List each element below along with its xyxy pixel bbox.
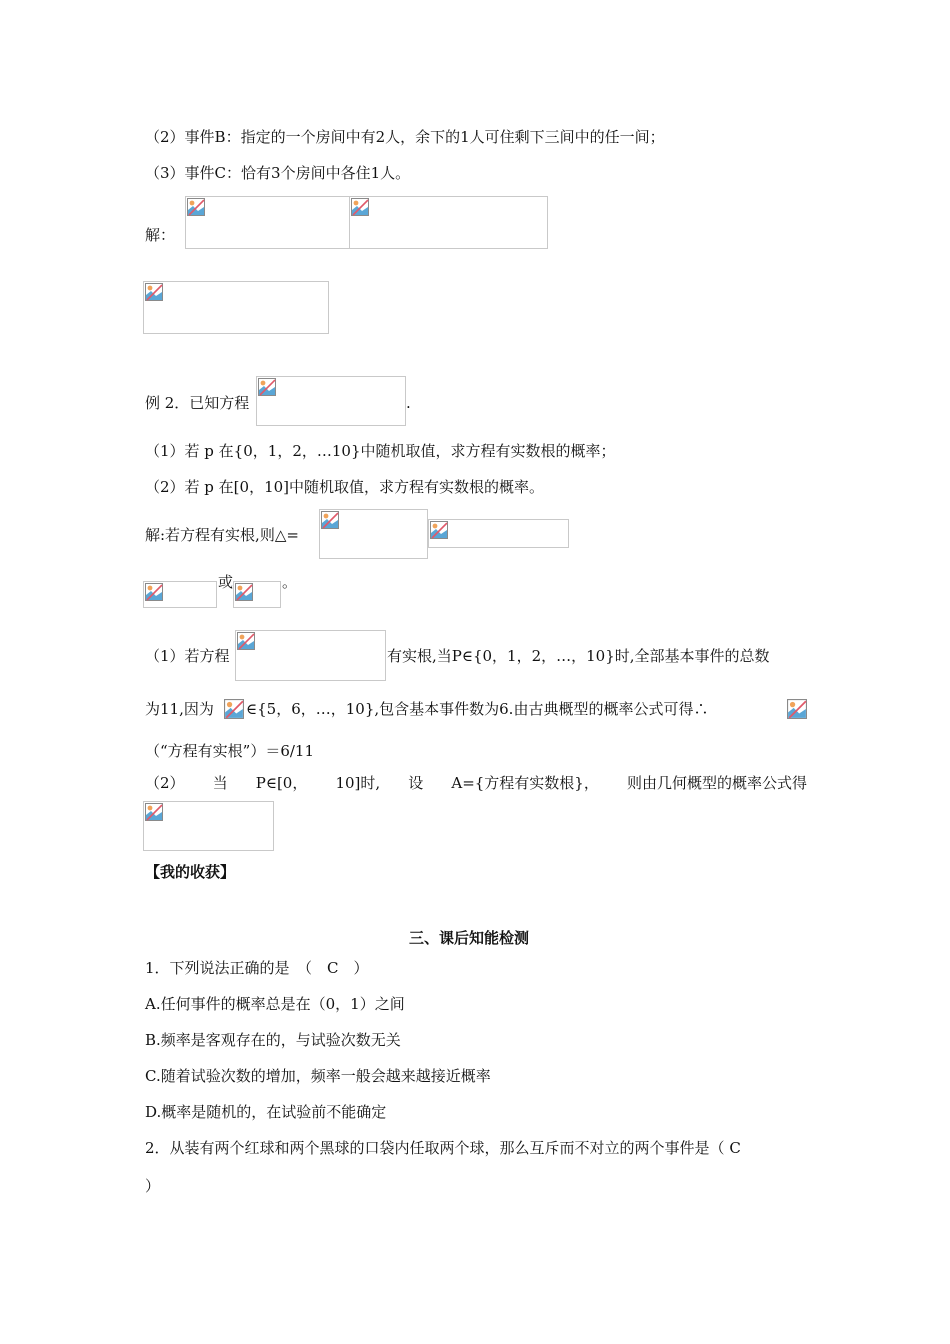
part-2-word: 当: [212, 774, 228, 792]
part-1-result: （“方程有实根”）＝6/11: [145, 742, 315, 760]
option-c: C.随着试验次数的增加，频率一般会越来越接近概率: [145, 1067, 491, 1085]
broken-image-icon: [258, 378, 276, 396]
broken-image-icon: [321, 511, 339, 529]
inequality-image: [428, 519, 569, 548]
question-item-2-close: ）: [145, 1177, 161, 1195]
discriminant-image: [319, 509, 428, 559]
broken-image-icon: [787, 699, 807, 719]
solution-label: 解：: [145, 226, 176, 244]
broken-image-icon: [145, 803, 163, 821]
question-1: （1）若 p 在{0，1，2，…10}中随机取值，求方程有实数根的概率；: [145, 442, 616, 460]
question-2: （2）若 p 在[0，10]中随机取值，求方程有实数根的概率。: [145, 478, 545, 496]
option-b: B.频率是客观存在的，与试验次数无关: [145, 1031, 401, 1049]
part-2-word: 设: [408, 774, 424, 792]
option-a: A.任何事件的概率总是在（0，1）之间: [145, 995, 405, 1013]
formula-image-2: [349, 196, 548, 249]
part-2-line: [145, 773, 807, 793]
example-2-period: .: [406, 394, 411, 412]
part-2-word: （2）: [145, 774, 185, 792]
part-2-word: 10]时,: [335, 774, 381, 792]
harvest-heading: 【我的收获】: [145, 863, 236, 881]
question-item-1: 1．下列说法正确的是 （ C ）: [145, 959, 369, 977]
broken-image-icon: [237, 632, 255, 650]
broken-image-icon: [235, 583, 253, 601]
option-d: D.概率是随机的，在试验前不能确定: [145, 1103, 387, 1121]
equation-image-2: [235, 630, 386, 681]
part-2-word: P∈[0，: [255, 774, 308, 792]
root-condition-image-2: [233, 581, 281, 608]
broken-image-icon: [351, 198, 369, 216]
broken-image-icon: [145, 583, 163, 601]
broken-image-icon: [145, 283, 163, 301]
or-text: 或: [218, 573, 234, 591]
part-2-word: A={方程有实数根}，: [451, 774, 599, 792]
event-b-line: （2）事件B：指定的一个房间中有2人，余下的1人可住剩下三间中的任一间；: [145, 128, 665, 146]
part-1-count: 为11,因为: [145, 700, 214, 718]
solution-discriminant: 解:若方程有实根,则△=: [145, 526, 299, 544]
broken-image-icon: [224, 699, 244, 719]
broken-image-icon: [430, 521, 448, 539]
broken-image-icon: [187, 198, 205, 216]
event-c-line: （3）事件C：恰有3个房间中各住1人。: [145, 164, 411, 182]
probability-formula-image: [143, 801, 274, 851]
section-3-heading: 三、课后知能检测: [409, 929, 530, 947]
period-mark: 。: [282, 573, 298, 591]
formula-image-3: [143, 281, 329, 334]
part-1-intro: （1）若方程: [145, 647, 230, 665]
part-1-classical: ∈{5，6，…，10},包含基本事件数为6.由古典概型的概率公式可得∴: [246, 700, 709, 718]
example-2-label: 例 2．已知方程: [145, 394, 250, 412]
part-2-word: 则由几何概型的概率公式得: [626, 774, 807, 792]
formula-image-1: [185, 196, 350, 249]
part-1-text: 有实根,当P∈{0，1，2，…，10}时,全部基本事件的总数: [387, 647, 770, 665]
root-condition-image-1: [143, 581, 217, 608]
equation-image: [256, 376, 406, 426]
question-item-2: 2．从装有两个红球和两个黑球的口袋内任取两个球，那么互斥而不对立的两个事件是（ C: [145, 1139, 741, 1157]
